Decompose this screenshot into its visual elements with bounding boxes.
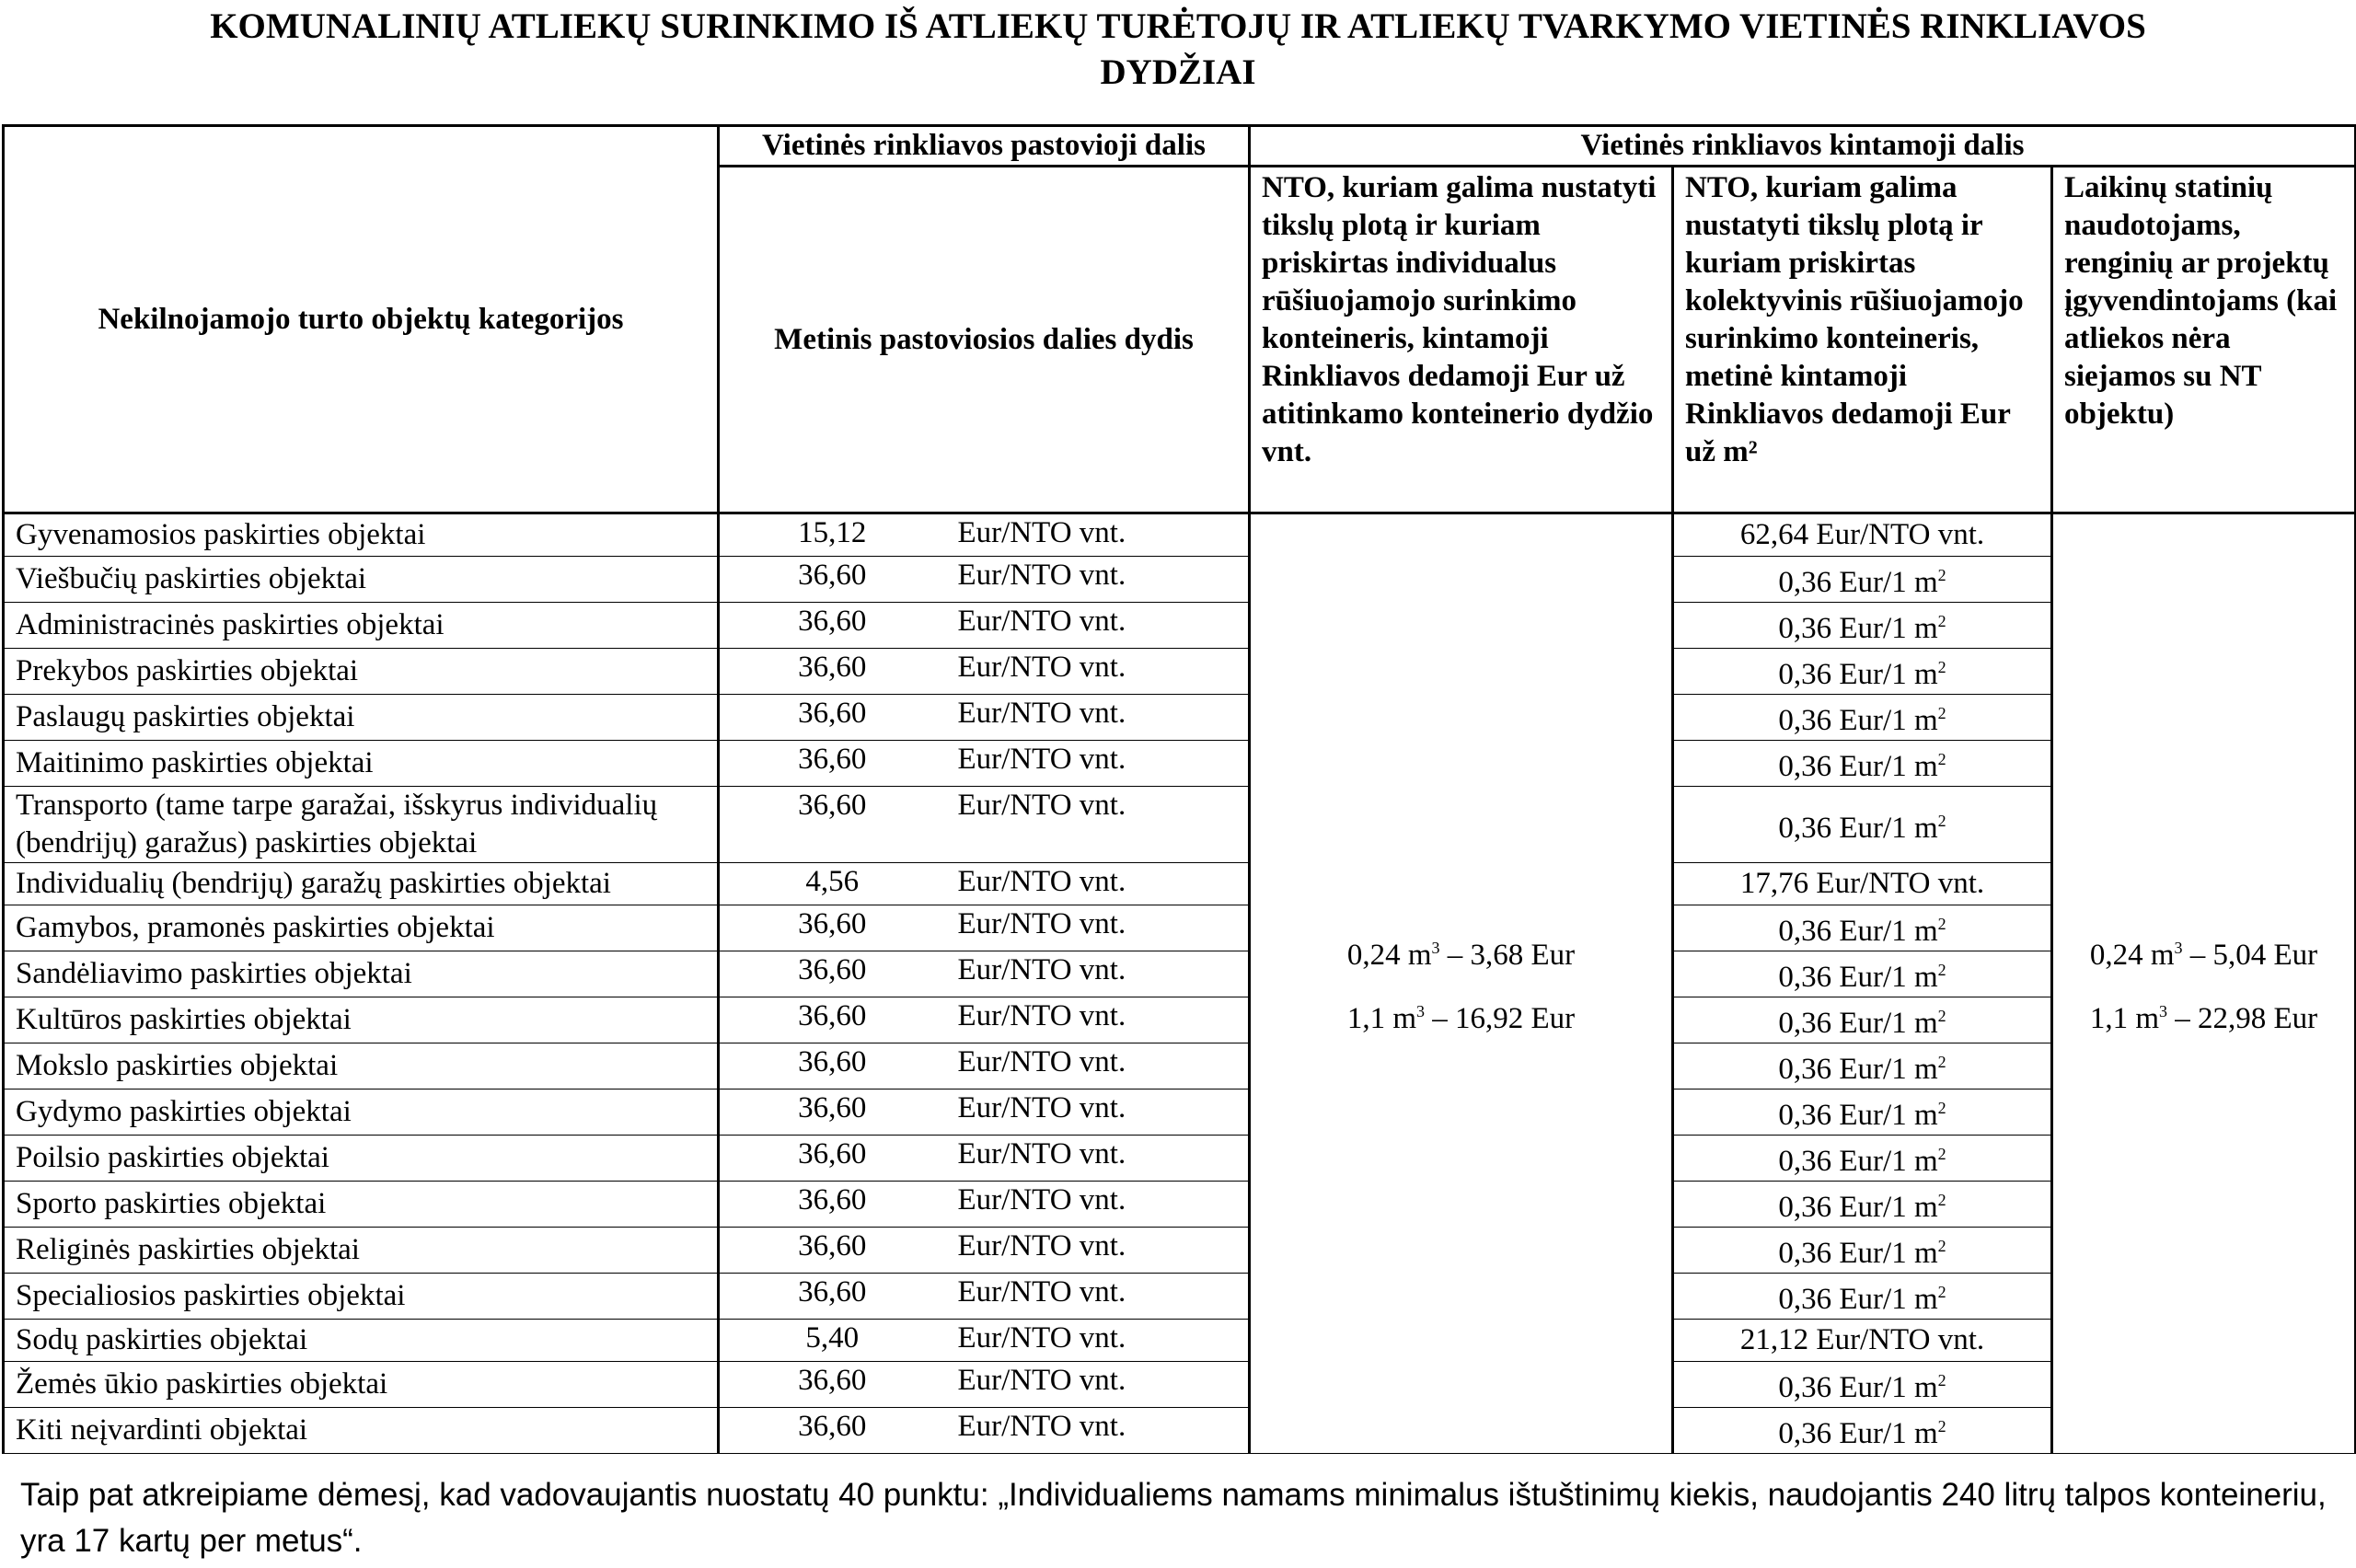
row-fixed-amount: 36,60	[719, 649, 945, 695]
row-category: Poilsio paskirties objektai	[4, 1136, 719, 1182]
row-category: Sodų paskirties objektai	[4, 1320, 719, 1362]
row-collective-rate	[1673, 951, 2052, 997]
row-collective-rate-value: 0,36 Eur/1 m	[1778, 658, 1938, 691]
row-fixed-unit: Eur/NTO vnt.	[945, 603, 1250, 649]
row-fixed-amount: 36,60	[719, 1274, 945, 1320]
row-category: Religinės paskirties objektai	[4, 1228, 719, 1274]
individual-rate-2-exponent: 3	[1416, 1002, 1426, 1020]
header-individual-container: NTO, kuriam galima nustatyti tikslų plotą ir kuriam priskirtas individualus rūšiuojamojo surinkimo konteineris, kintamoji Rinkliavos dedamoji Eur už atitinkamo konteinerio dydžio vnt.	[1250, 167, 1673, 513]
row-fixed-unit: Eur/NTO vnt.	[945, 1043, 1250, 1090]
table-row	[4, 557, 2356, 603]
table-row	[4, 1136, 2356, 1182]
row-collective-rate	[1673, 1228, 2052, 1274]
row-collective-rate-exponent: 2	[1937, 811, 1946, 830]
fee-table	[2, 124, 2356, 1454]
row-collective-rate-exponent: 2	[1937, 1417, 1946, 1435]
row-category: Viešbučių paskirties objektai	[4, 557, 719, 603]
row-fixed-unit: Eur/NTO vnt.	[945, 1408, 1250, 1454]
table-row	[4, 695, 2356, 741]
row-fixed-amount: 36,60	[719, 1136, 945, 1182]
individual-rate-line-2	[1262, 993, 1660, 1038]
row-fixed-amount: 36,60	[719, 1182, 945, 1228]
row-category: Administracinės paskirties objektai	[4, 603, 719, 649]
row-collective-rate	[1673, 557, 2052, 603]
row-fixed-amount: 36,60	[719, 741, 945, 787]
row-category: Gamybos, pramonės paskirties objektai	[4, 905, 719, 951]
row-fixed-unit: Eur/NTO vnt.	[945, 649, 1250, 695]
row-collective-rate	[1673, 1182, 2052, 1228]
row-collective-rate	[1673, 1274, 2052, 1320]
row-fixed-amount: 36,60	[719, 1043, 945, 1090]
row-fixed-unit: Eur/NTO vnt.	[945, 787, 1250, 863]
footer-note: Taip pat atkreipiame dėmesį, kad vadovaujantis nuostatų 40 punktu: „Individualiems namams minimalus ištuštinimų kiekis, naudojantis 240 litrų talpos konteineriu, yra 17 kartų per metus“.	[20, 1477, 2327, 1559]
row-fixed-amount: 36,60	[719, 997, 945, 1043]
row-fixed-amount: 36,60	[719, 905, 945, 951]
row-category: Gyvenamosios paskirties objektai	[4, 513, 719, 557]
table-row	[4, 1408, 2356, 1454]
row-fixed-amount: 36,60	[719, 603, 945, 649]
row-fixed-unit: Eur/NTO vnt.	[945, 1090, 1250, 1136]
row-fixed-unit: Eur/NTO vnt.	[945, 557, 1250, 603]
row-fixed-amount: 36,60	[719, 1362, 945, 1408]
row-collective-rate-value: 0,36 Eur/1 m	[1778, 1191, 1938, 1224]
row-collective-rate-exponent: 2	[1937, 658, 1946, 676]
table-row	[4, 787, 2356, 863]
row-collective-rate-value: 62,64 Eur/NTO vnt.	[1739, 518, 1985, 551]
table-row	[4, 905, 2356, 951]
row-fixed-unit: Eur/NTO vnt.	[945, 1362, 1250, 1408]
row-collective-rate	[1673, 1090, 2052, 1136]
row-collective-rate	[1673, 1320, 2052, 1362]
row-collective-rate-value: 21,12 Eur/NTO vnt.	[1739, 1323, 1985, 1356]
row-collective-rate-exponent: 2	[1937, 1191, 1946, 1209]
row-collective-rate-exponent: 2	[1937, 1053, 1946, 1071]
individual-container-rates	[1250, 513, 1673, 1454]
temporary-rate-line-1	[2064, 929, 2343, 974]
row-collective-rate	[1673, 1362, 2052, 1408]
row-fixed-unit: Eur/NTO vnt.	[945, 1182, 1250, 1228]
row-collective-rate	[1673, 997, 2052, 1043]
row-fixed-amount: 36,60	[719, 695, 945, 741]
row-collective-rate-value: 0,36 Eur/1 m	[1778, 961, 1938, 994]
temporary-rate-2-exponent: 3	[2159, 1002, 2168, 1020]
row-collective-rate-value: 0,36 Eur/1 m	[1778, 1417, 1938, 1450]
individual-rate-1-exponent: 3	[1431, 939, 1440, 957]
temporary-rate-line-2	[2064, 993, 2343, 1038]
fee-table-body	[4, 513, 2356, 1454]
table-row	[4, 1090, 2356, 1136]
table-row	[4, 997, 2356, 1043]
row-category: Mokslo paskirties objektai	[4, 1043, 719, 1090]
row-collective-rate-value: 0,36 Eur/1 m	[1778, 566, 1938, 599]
row-collective-rate-exponent: 2	[1937, 566, 1946, 584]
row-fixed-unit: Eur/NTO vnt.	[945, 1136, 1250, 1182]
row-collective-rate-value: 0,36 Eur/1 m	[1778, 915, 1938, 948]
row-collective-rate-exponent: 2	[1937, 750, 1946, 768]
row-collective-rate-value: 0,36 Eur/1 m	[1778, 811, 1938, 845]
row-fixed-amount: 36,60	[719, 557, 945, 603]
row-fixed-amount: 36,60	[719, 1228, 945, 1274]
row-collective-rate-value: 0,36 Eur/1 m	[1778, 1053, 1938, 1086]
header-variable-part: Vietinės rinkliavos kintamoji dalis	[1250, 126, 2356, 167]
row-collective-rate	[1673, 513, 2052, 557]
row-category: Gydymo paskirties objektai	[4, 1090, 719, 1136]
row-collective-rate	[1673, 863, 2052, 905]
temporary-rate-1-price: – 5,04 Eur	[2182, 939, 2318, 972]
table-row	[4, 603, 2356, 649]
individual-rate-2-price: – 16,92 Eur	[1425, 1002, 1576, 1035]
header-temporary-structures: Laikinų statinių naudotojams, renginių ar projektų įgyvendintojams (kai atliekos nėra siejamos su NT objektu)	[2052, 167, 2356, 513]
table-row	[4, 1362, 2356, 1408]
table-row	[4, 1043, 2356, 1090]
row-fixed-unit: Eur/NTO vnt.	[945, 741, 1250, 787]
temporary-rate-2-price: – 22,98 Eur	[2167, 1002, 2318, 1035]
header-category: Nekilnojamojo turto objektų kategorijos	[4, 126, 719, 513]
row-fixed-amount: 36,60	[719, 1408, 945, 1454]
row-collective-rate-exponent: 2	[1937, 961, 1946, 979]
row-collective-rate-exponent: 2	[1937, 915, 1946, 933]
row-collective-rate-exponent: 2	[1937, 1371, 1946, 1389]
row-fixed-unit: Eur/NTO vnt.	[945, 951, 1250, 997]
table-row	[4, 1182, 2356, 1228]
document-title	[0, 4, 2356, 96]
header-collective-container: NTO, kuriam galima nustatyti tikslų plotą ir kuriam priskirtas kolektyvinis rūšiuojamojo surinkimo konteineris, metinė kintamoji Rinkliavos dedamoji Eur už m²	[1673, 167, 2052, 513]
table-row	[4, 951, 2356, 997]
row-collective-rate-exponent: 2	[1937, 1099, 1946, 1117]
row-category: Prekybos paskirties objektai	[4, 649, 719, 695]
row-collective-rate	[1673, 1136, 2052, 1182]
row-collective-rate-value: 0,36 Eur/1 m	[1778, 704, 1938, 737]
row-collective-rate-exponent: 2	[1937, 1007, 1946, 1025]
row-collective-rate-exponent: 2	[1937, 704, 1946, 722]
row-collective-rate	[1673, 741, 2052, 787]
row-category: Žemės ūkio paskirties objektai	[4, 1362, 719, 1408]
row-fixed-amount: 36,60	[719, 787, 945, 863]
temporary-rate-2-volume: 1,1 m	[2089, 1002, 2160, 1035]
document-title-line-2: DYDŽIAI	[1100, 52, 1256, 92]
row-fixed-unit: Eur/NTO vnt.	[945, 1228, 1250, 1274]
row-category: Transporto (tame tarpe garažai, išskyrus individualių (bendrijų) garažus) paskirties objektai	[4, 787, 719, 863]
row-collective-rate	[1673, 1408, 2052, 1454]
table-row	[4, 513, 2356, 557]
row-category: Sandėliavimo paskirties objektai	[4, 951, 719, 997]
row-collective-rate	[1673, 603, 2052, 649]
row-collective-rate-value: 0,36 Eur/1 m	[1778, 1007, 1938, 1040]
table-row	[4, 1228, 2356, 1274]
row-category: Maitinimo paskirties objektai	[4, 741, 719, 787]
row-fixed-unit: Eur/NTO vnt.	[945, 513, 1250, 557]
row-fixed-amount: 36,60	[719, 1090, 945, 1136]
row-fixed-unit: Eur/NTO vnt.	[945, 695, 1250, 741]
row-collective-rate-value: 0,36 Eur/1 m	[1778, 1371, 1938, 1404]
row-fixed-unit: Eur/NTO vnt.	[945, 1274, 1250, 1320]
header-yearly-fixed-size: Metinis pastoviosios dalies dydis	[719, 167, 1250, 513]
row-collective-rate-value: 0,36 Eur/1 m	[1778, 1237, 1938, 1270]
table-row	[4, 863, 2356, 905]
row-collective-rate	[1673, 1043, 2052, 1090]
temporary-rate-1-volume: 0,24 m	[2089, 939, 2175, 972]
document-title-line-1: KOMUNALINIŲ ATLIEKŲ SURINKIMO IŠ ATLIEKŲ TURĖTOJŲ IR ATLIEKŲ TVARKYMO VIETINĖS RINKLIAVOS	[210, 6, 2146, 46]
row-collective-rate-value: 0,36 Eur/1 m	[1778, 1099, 1938, 1132]
individual-rate-2-volume: 1,1 m	[1346, 1002, 1417, 1035]
row-category: Paslaugų paskirties objektai	[4, 695, 719, 741]
row-category: Kultūros paskirties objektai	[4, 997, 719, 1043]
row-collective-rate-exponent: 2	[1937, 1237, 1946, 1255]
table-row	[4, 649, 2356, 695]
row-fixed-amount: 5,40	[719, 1320, 945, 1362]
row-collective-rate	[1673, 905, 2052, 951]
row-fixed-amount: 4,56	[719, 863, 945, 905]
row-category: Sporto paskirties objektai	[4, 1182, 719, 1228]
temporary-rate-1-exponent: 3	[2174, 939, 2183, 957]
row-fixed-unit: Eur/NTO vnt.	[945, 1320, 1250, 1362]
row-fixed-unit: Eur/NTO vnt.	[945, 905, 1250, 951]
row-collective-rate-value: 17,76 Eur/NTO vnt.	[1739, 867, 1985, 900]
row-category: Kiti neįvardinti objektai	[4, 1408, 719, 1454]
row-fixed-unit: Eur/NTO vnt.	[945, 997, 1250, 1043]
row-fixed-amount: 15,12	[719, 513, 945, 557]
row-collective-rate-value: 0,36 Eur/1 m	[1778, 612, 1938, 645]
header-fixed-part: Vietinės rinkliavos pastovioji dalis	[719, 126, 1250, 167]
table-row	[4, 1274, 2356, 1320]
row-collective-rate-value: 0,36 Eur/1 m	[1778, 1283, 1938, 1316]
row-fixed-amount: 36,60	[719, 951, 945, 997]
individual-rate-line-1	[1262, 929, 1660, 974]
row-collective-rate	[1673, 787, 2052, 863]
row-collective-rate-value: 0,36 Eur/1 m	[1778, 750, 1938, 783]
row-collective-rate	[1673, 649, 2052, 695]
row-collective-rate-value: 0,36 Eur/1 m	[1778, 1145, 1938, 1178]
row-category: Individualių (bendrijų) garažų paskirties objektai	[4, 863, 719, 905]
table-row	[4, 1320, 2356, 1362]
row-collective-rate-exponent: 2	[1937, 1283, 1946, 1301]
table-row	[4, 741, 2356, 787]
row-fixed-unit: Eur/NTO vnt.	[945, 863, 1250, 905]
temporary-structure-rates	[2052, 513, 2356, 1454]
individual-rate-1-volume: 0,24 m	[1346, 939, 1432, 972]
individual-rate-1-price: – 3,68 Eur	[1439, 939, 1576, 972]
row-collective-rate-exponent: 2	[1937, 1145, 1946, 1163]
row-collective-rate-exponent: 2	[1937, 612, 1946, 630]
row-collective-rate	[1673, 695, 2052, 741]
row-category: Specialiosios paskirties objektai	[4, 1274, 719, 1320]
